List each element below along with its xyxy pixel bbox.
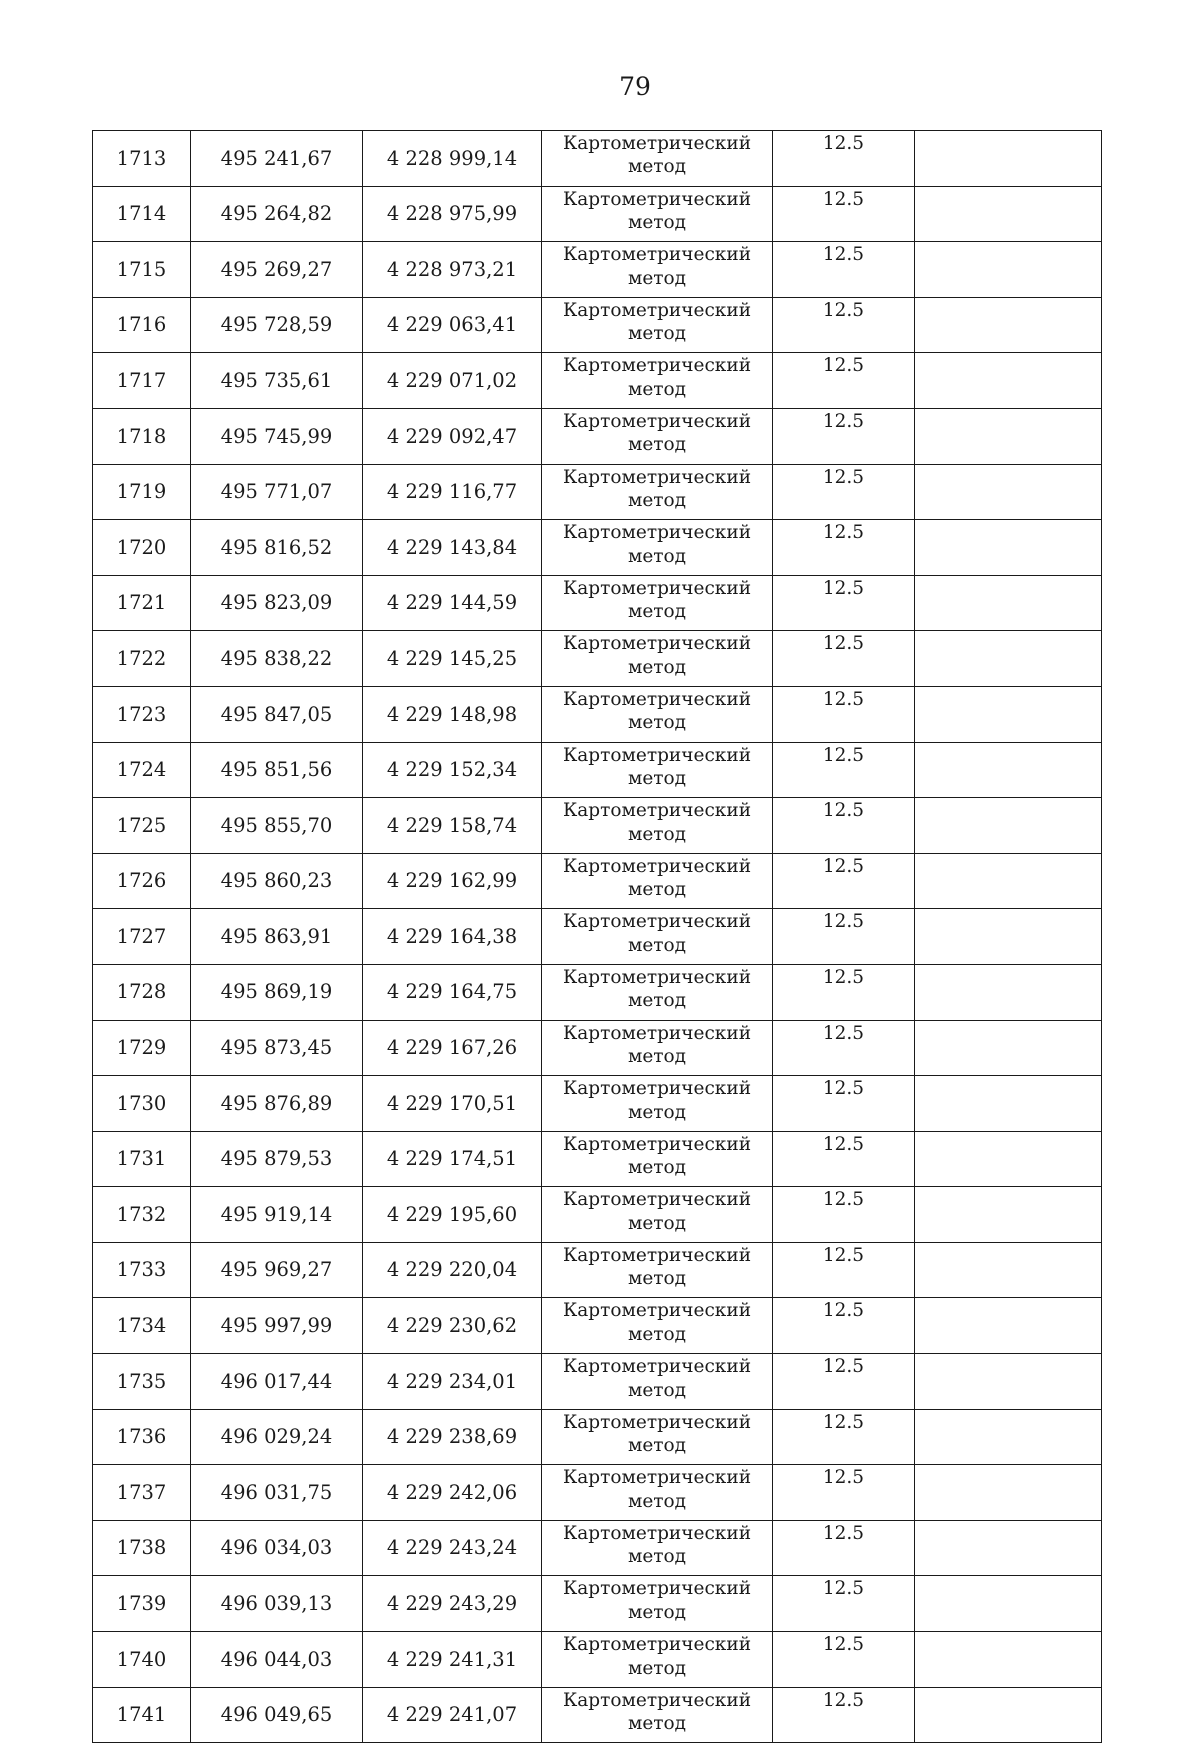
table-row [93, 131, 1102, 187]
table-row [93, 1687, 1102, 1743]
description-cell [915, 1354, 1102, 1410]
precision-cell: 12.5 [773, 742, 915, 798]
coordinates-table-body [93, 131, 1102, 1743]
table-row [93, 909, 1102, 965]
table-row [93, 798, 1102, 854]
description-cell [915, 1187, 1102, 1243]
y-coordinate-cell: 4 229 234,01 [363, 1354, 542, 1410]
table-row [93, 1187, 1102, 1243]
x-coordinate-cell: 496 031,75 [191, 1465, 363, 1521]
point-number-cell: 1739 [93, 1576, 191, 1632]
y-coordinate-cell: 4 229 071,02 [363, 353, 542, 409]
point-number-cell: 1737 [93, 1465, 191, 1521]
method-cell: Картометрический метод [542, 798, 773, 854]
x-coordinate-cell: 496 017,44 [191, 1354, 363, 1410]
description-cell [915, 297, 1102, 353]
y-coordinate-cell: 4 229 243,24 [363, 1520, 542, 1576]
description-cell [915, 575, 1102, 631]
precision-cell: 12.5 [773, 798, 915, 854]
description-cell [915, 1131, 1102, 1187]
table-row [93, 464, 1102, 520]
table-row [93, 1242, 1102, 1298]
description-cell [915, 1687, 1102, 1743]
point-number-cell: 1714 [93, 186, 191, 242]
table-row [93, 686, 1102, 742]
method-cell: Картометрический метод [542, 1298, 773, 1354]
method-cell: Картометрический метод [542, 1020, 773, 1076]
y-coordinate-cell: 4 229 164,75 [363, 964, 542, 1020]
method-cell: Картометрический метод [542, 186, 773, 242]
method-cell: Картометрический метод [542, 242, 773, 298]
y-coordinate-cell: 4 228 999,14 [363, 131, 542, 187]
precision-cell: 12.5 [773, 1131, 915, 1187]
x-coordinate-cell: 495 241,67 [191, 131, 363, 187]
table-row [93, 1409, 1102, 1465]
x-coordinate-cell: 495 745,99 [191, 408, 363, 464]
table-row [93, 1076, 1102, 1132]
x-coordinate-cell: 495 269,27 [191, 242, 363, 298]
method-cell: Картометрический метод [542, 353, 773, 409]
x-coordinate-cell: 495 728,59 [191, 297, 363, 353]
point-number-cell: 1720 [93, 520, 191, 576]
y-coordinate-cell: 4 229 220,04 [363, 1242, 542, 1298]
x-coordinate-cell: 495 919,14 [191, 1187, 363, 1243]
precision-cell: 12.5 [773, 853, 915, 909]
table-row [93, 631, 1102, 687]
y-coordinate-cell: 4 229 116,77 [363, 464, 542, 520]
table-row [93, 297, 1102, 353]
y-coordinate-cell: 4 229 063,41 [363, 297, 542, 353]
point-number-cell: 1716 [93, 297, 191, 353]
precision-cell: 12.5 [773, 186, 915, 242]
method-cell: Картометрический метод [542, 1131, 773, 1187]
x-coordinate-cell: 495 876,89 [191, 1076, 363, 1132]
method-cell: Картометрический метод [542, 1354, 773, 1410]
method-cell: Картометрический метод [542, 909, 773, 965]
point-number-cell: 1713 [93, 131, 191, 187]
point-number-cell: 1715 [93, 242, 191, 298]
y-coordinate-cell: 4 229 242,06 [363, 1465, 542, 1521]
table-row [93, 1020, 1102, 1076]
table-row [93, 1131, 1102, 1187]
method-cell: Картометрический метод [542, 964, 773, 1020]
precision-cell: 12.5 [773, 1687, 915, 1743]
description-cell [915, 909, 1102, 965]
x-coordinate-cell: 495 816,52 [191, 520, 363, 576]
method-cell: Картометрический метод [542, 520, 773, 576]
description-cell [915, 353, 1102, 409]
x-coordinate-cell: 495 997,99 [191, 1298, 363, 1354]
precision-cell: 12.5 [773, 520, 915, 576]
y-coordinate-cell: 4 229 195,60 [363, 1187, 542, 1243]
y-coordinate-cell: 4 229 143,84 [363, 520, 542, 576]
description-cell [915, 1465, 1102, 1521]
point-number-cell: 1728 [93, 964, 191, 1020]
table-row [93, 1298, 1102, 1354]
description-cell [915, 964, 1102, 1020]
x-coordinate-cell: 496 034,03 [191, 1520, 363, 1576]
table-row [93, 242, 1102, 298]
table-row [93, 1520, 1102, 1576]
x-coordinate-cell: 495 969,27 [191, 1242, 363, 1298]
precision-cell: 12.5 [773, 1020, 915, 1076]
x-coordinate-cell: 495 851,56 [191, 742, 363, 798]
y-coordinate-cell: 4 229 241,31 [363, 1632, 542, 1688]
precision-cell: 12.5 [773, 1187, 915, 1243]
method-cell: Картометрический метод [542, 1632, 773, 1688]
description-cell [915, 186, 1102, 242]
method-cell: Картометрический метод [542, 1076, 773, 1132]
y-coordinate-cell: 4 228 975,99 [363, 186, 542, 242]
precision-cell: 12.5 [773, 1520, 915, 1576]
description-cell [915, 1076, 1102, 1132]
point-number-cell: 1726 [93, 853, 191, 909]
x-coordinate-cell: 495 873,45 [191, 1020, 363, 1076]
precision-cell: 12.5 [773, 964, 915, 1020]
description-cell [915, 520, 1102, 576]
method-cell: Картометрический метод [542, 1687, 773, 1743]
method-cell: Картометрический метод [542, 1576, 773, 1632]
precision-cell: 12.5 [773, 686, 915, 742]
coordinates-table [92, 130, 1102, 1743]
description-cell [915, 464, 1102, 520]
y-coordinate-cell: 4 229 230,62 [363, 1298, 542, 1354]
point-number-cell: 1736 [93, 1409, 191, 1465]
precision-cell: 12.5 [773, 1298, 915, 1354]
x-coordinate-cell: 495 860,23 [191, 853, 363, 909]
table-row [93, 186, 1102, 242]
x-coordinate-cell: 496 044,03 [191, 1632, 363, 1688]
description-cell [915, 686, 1102, 742]
x-coordinate-cell: 495 869,19 [191, 964, 363, 1020]
precision-cell: 12.5 [773, 242, 915, 298]
point-number-cell: 1731 [93, 1131, 191, 1187]
precision-cell: 12.5 [773, 1076, 915, 1132]
point-number-cell: 1730 [93, 1076, 191, 1132]
method-cell: Картометрический метод [542, 1187, 773, 1243]
point-number-cell: 1721 [93, 575, 191, 631]
method-cell: Картометрический метод [542, 408, 773, 464]
x-coordinate-cell: 495 771,07 [191, 464, 363, 520]
point-number-cell: 1725 [93, 798, 191, 854]
table-row [93, 520, 1102, 576]
y-coordinate-cell: 4 228 973,21 [363, 242, 542, 298]
description-cell [915, 631, 1102, 687]
y-coordinate-cell: 4 229 144,59 [363, 575, 542, 631]
precision-cell: 12.5 [773, 131, 915, 187]
x-coordinate-cell: 495 847,05 [191, 686, 363, 742]
method-cell: Картометрический метод [542, 464, 773, 520]
method-cell: Картометрический метод [542, 742, 773, 798]
point-number-cell: 1740 [93, 1632, 191, 1688]
y-coordinate-cell: 4 229 170,51 [363, 1076, 542, 1132]
x-coordinate-cell: 495 735,61 [191, 353, 363, 409]
description-cell [915, 853, 1102, 909]
description-cell [915, 1632, 1102, 1688]
y-coordinate-cell: 4 229 174,51 [363, 1131, 542, 1187]
point-number-cell: 1719 [93, 464, 191, 520]
table-row [93, 964, 1102, 1020]
table-row [93, 1465, 1102, 1521]
point-number-cell: 1735 [93, 1354, 191, 1410]
description-cell [915, 742, 1102, 798]
x-coordinate-cell: 495 264,82 [191, 186, 363, 242]
description-cell [915, 1020, 1102, 1076]
precision-cell: 12.5 [773, 408, 915, 464]
method-cell: Картометрический метод [542, 131, 773, 187]
y-coordinate-cell: 4 229 241,07 [363, 1687, 542, 1743]
x-coordinate-cell: 496 049,65 [191, 1687, 363, 1743]
point-number-cell: 1741 [93, 1687, 191, 1743]
table-row [93, 353, 1102, 409]
x-coordinate-cell: 496 039,13 [191, 1576, 363, 1632]
x-coordinate-cell: 495 863,91 [191, 909, 363, 965]
point-number-cell: 1724 [93, 742, 191, 798]
method-cell: Картометрический метод [542, 853, 773, 909]
precision-cell: 12.5 [773, 1242, 915, 1298]
x-coordinate-cell: 496 029,24 [191, 1409, 363, 1465]
table-row [93, 853, 1102, 909]
table-row [93, 1354, 1102, 1410]
method-cell: Картометрический метод [542, 297, 773, 353]
y-coordinate-cell: 4 229 148,98 [363, 686, 542, 742]
y-coordinate-cell: 4 229 152,34 [363, 742, 542, 798]
description-cell [915, 408, 1102, 464]
page-number: 79 [619, 72, 651, 101]
table-row [93, 742, 1102, 798]
point-number-cell: 1722 [93, 631, 191, 687]
x-coordinate-cell: 495 855,70 [191, 798, 363, 854]
point-number-cell: 1718 [93, 408, 191, 464]
precision-cell: 12.5 [773, 1409, 915, 1465]
point-number-cell: 1729 [93, 1020, 191, 1076]
description-cell [915, 1576, 1102, 1632]
method-cell: Картометрический метод [542, 1242, 773, 1298]
y-coordinate-cell: 4 229 162,99 [363, 853, 542, 909]
precision-cell: 12.5 [773, 464, 915, 520]
description-cell [915, 798, 1102, 854]
description-cell [915, 242, 1102, 298]
precision-cell: 12.5 [773, 1632, 915, 1688]
precision-cell: 12.5 [773, 575, 915, 631]
description-cell [915, 1520, 1102, 1576]
point-number-cell: 1734 [93, 1298, 191, 1354]
precision-cell: 12.5 [773, 631, 915, 687]
table-row [93, 408, 1102, 464]
description-cell [915, 1242, 1102, 1298]
point-number-cell: 1727 [93, 909, 191, 965]
y-coordinate-cell: 4 229 092,47 [363, 408, 542, 464]
point-number-cell: 1738 [93, 1520, 191, 1576]
description-cell [915, 1409, 1102, 1465]
x-coordinate-cell: 495 838,22 [191, 631, 363, 687]
method-cell: Картометрический метод [542, 1409, 773, 1465]
method-cell: Картометрический метод [542, 631, 773, 687]
point-number-cell: 1723 [93, 686, 191, 742]
y-coordinate-cell: 4 229 164,38 [363, 909, 542, 965]
y-coordinate-cell: 4 229 243,29 [363, 1576, 542, 1632]
point-number-cell: 1717 [93, 353, 191, 409]
point-number-cell: 1732 [93, 1187, 191, 1243]
x-coordinate-cell: 495 823,09 [191, 575, 363, 631]
method-cell: Картометрический метод [542, 1520, 773, 1576]
method-cell: Картометрический метод [542, 575, 773, 631]
x-coordinate-cell: 495 879,53 [191, 1131, 363, 1187]
y-coordinate-cell: 4 229 167,26 [363, 1020, 542, 1076]
y-coordinate-cell: 4 229 238,69 [363, 1409, 542, 1465]
y-coordinate-cell: 4 229 145,25 [363, 631, 542, 687]
table-row [93, 575, 1102, 631]
precision-cell: 12.5 [773, 353, 915, 409]
method-cell: Картометрический метод [542, 686, 773, 742]
table-row [93, 1576, 1102, 1632]
precision-cell: 12.5 [773, 909, 915, 965]
precision-cell: 12.5 [773, 1465, 915, 1521]
precision-cell: 12.5 [773, 1576, 915, 1632]
description-cell [915, 1298, 1102, 1354]
y-coordinate-cell: 4 229 158,74 [363, 798, 542, 854]
method-cell: Картометрический метод [542, 1465, 773, 1521]
description-cell [915, 131, 1102, 187]
precision-cell: 12.5 [773, 1354, 915, 1410]
table-row [93, 1632, 1102, 1688]
precision-cell: 12.5 [773, 297, 915, 353]
point-number-cell: 1733 [93, 1242, 191, 1298]
